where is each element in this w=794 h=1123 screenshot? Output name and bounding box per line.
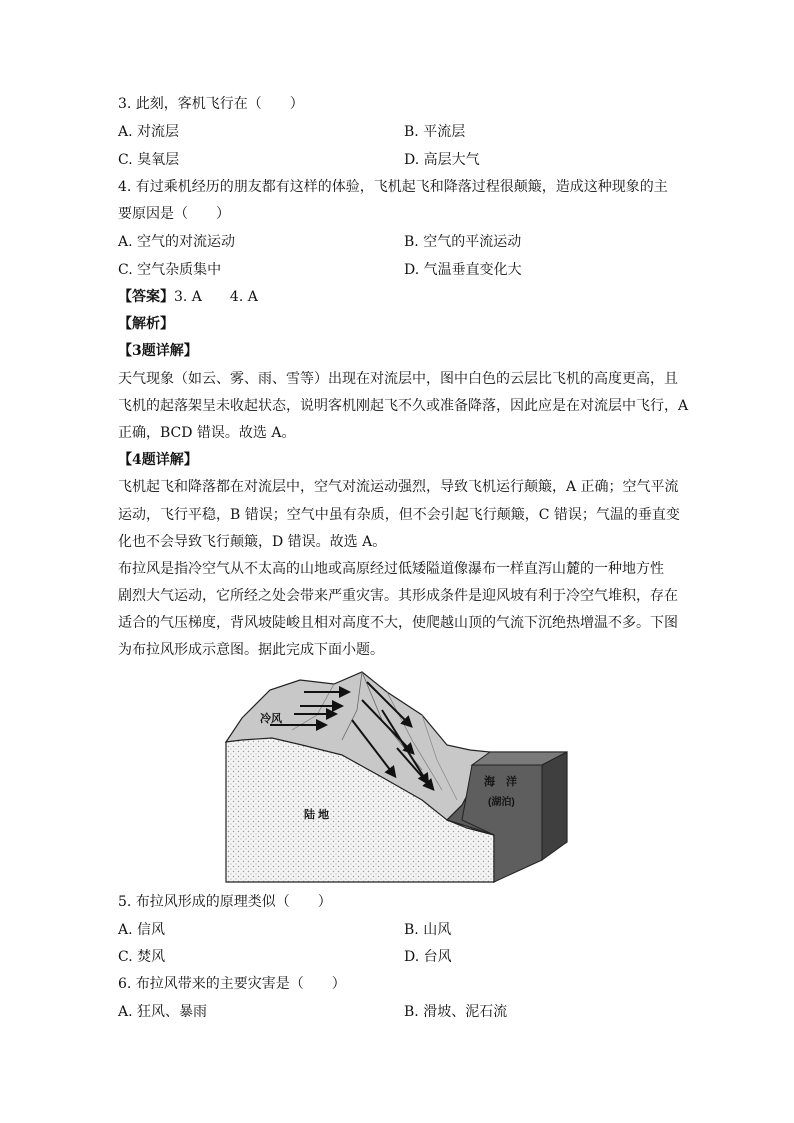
q3-option-d: D. 高层大气 (404, 152, 480, 168)
q3-option-c: C. 臭氧层 (118, 152, 180, 168)
answer-text: 3. A 4. A (174, 289, 258, 305)
detail4-line1: 飞机起飞和降落都在对流层中，空气对流运动强烈，导致飞机运行颠簸，A 正确；空气平流 (118, 479, 679, 495)
detail3-line3: 正确，BCD 错误。故选 A。 (118, 425, 296, 441)
detail3-line1: 天气现象（如云、雾、雨、雪等）出现在对流层中，图中白色的云层比飞机的高度更高，且 (118, 371, 678, 387)
q4-stem-line2: 要原因是（ ） (118, 206, 230, 222)
q5-option-c: C. 焚风 (118, 949, 166, 965)
q3-option-b: B. 平流层 (404, 124, 466, 140)
intro-line2: 剧烈大气运动，它所经之处会带来严重灾害。其形成条件是迎风坡有利于冷空气堆积，存在 (118, 588, 678, 604)
label-lake: (湖泊) (488, 797, 515, 808)
detail4-line2: 运动，飞行平稳，B 错误；空气中虽有杂质，但不会引起飞行颠簸，C 错误；气温的垂直变 (118, 507, 680, 523)
detail3-line2: 飞机的起落架呈未收起状态，说明客机刚起飞不久或准备降落，因此应是在对流层中飞行，A (118, 398, 689, 414)
q4-option-d: D. 气温垂直变化大 (404, 262, 522, 278)
q5-option-a: A. 信风 (118, 922, 166, 938)
q4-option-b: B. 空气的平流运动 (404, 234, 522, 250)
bora-wind-diagram (222, 670, 572, 885)
intro-line4: 为布拉风形成示意图。据此完成下面小题。 (118, 642, 384, 658)
q3-stem: 3. 此刻，客机飞行在（ ） (118, 96, 304, 112)
q4-option-a: A. 空气的对流运动 (118, 234, 236, 250)
q5-option-b: B. 山风 (404, 922, 452, 938)
label-cold-wind: 冷风 (260, 713, 282, 725)
detail4-label: 【4题详解】 (118, 452, 198, 468)
label-ocean: 海 洋 (484, 776, 517, 788)
q5-option-d: D. 台风 (404, 949, 452, 965)
intro-line3: 适合的气压梯度，背风坡陡峻且相对高度不大，使爬越山顶的气流下沉绝热增温不多。下图 (118, 615, 678, 631)
detail4-line3: 化也不会导致飞行颠簸，D 错误。故选 A。 (118, 534, 387, 550)
q4-option-c: C. 空气杂质集中 (118, 262, 222, 278)
q5-stem: 5. 布拉风形成的原理类似（ ） (118, 894, 332, 910)
q6-stem: 6. 布拉风带来的主要灾害是（ ） (118, 976, 346, 992)
q6-option-b: B. 滑坡、泥石流 (404, 1004, 508, 1020)
answer-line (118, 287, 258, 307)
analysis-label: 【解析】 (118, 316, 174, 332)
q6-option-a: A. 狂风、暴雨 (118, 1004, 208, 1020)
detail3-label: 【3题详解】 (118, 343, 198, 359)
label-land: 陆 地 (304, 809, 330, 821)
answer-label: 【答案】 (118, 289, 174, 305)
q3-option-a: A. 对流层 (118, 124, 180, 140)
intro-line1: 布拉风是指冷空气从不太高的山地或高原经过低矮隘道像瀑布一样直泻山麓的一种地方性 (118, 561, 664, 577)
q4-stem-line1: 4. 有过乘机经历的朋友都有这样的体验，飞机起飞和降落过程很颠簸，造成这种现象的主 (118, 179, 668, 195)
